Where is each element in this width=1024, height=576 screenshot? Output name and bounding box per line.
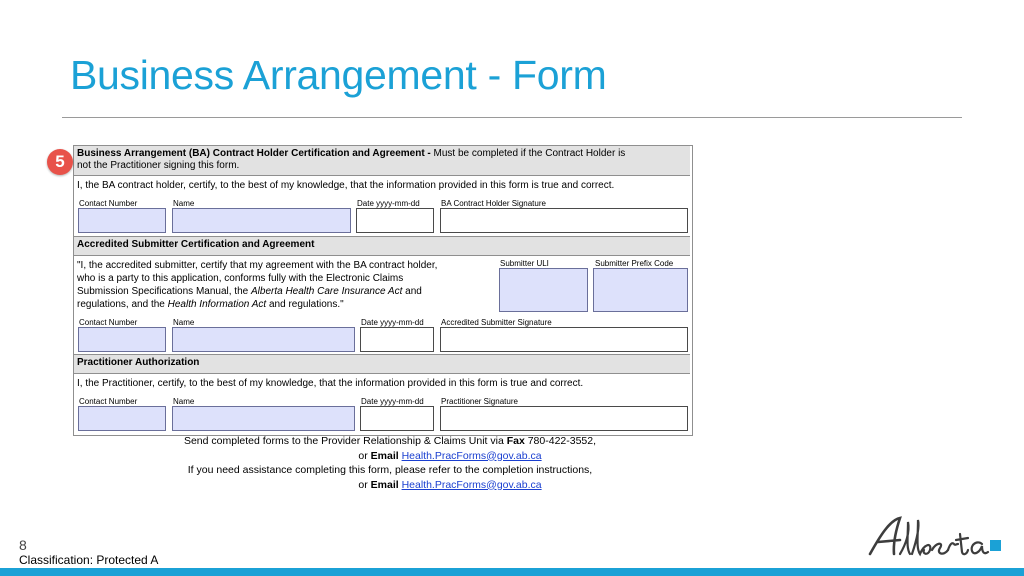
ba-signature-field[interactable]: [440, 208, 688, 233]
slide-title: Business Arrangement - Form: [70, 52, 607, 98]
footer-line4a: or: [358, 478, 371, 491]
footer-fax-label: Fax: [506, 435, 525, 447]
submitter-line2: who is a party to this application, conforms fully with the Electronic Claims: [77, 273, 404, 284]
submitter-line3-italic: Alberta Health Care Insurance Act: [250, 286, 403, 297]
submitter-line3b: and: [402, 286, 422, 297]
submitter-contact-label: Contact Number: [79, 318, 138, 327]
ba-date-label: Date yyyy-mm-dd: [357, 199, 420, 208]
footer-line1a: Send completed forms to the Provider Relationship & Claims Unit via: [183, 435, 507, 447]
ba-heading-rest: Must be completed if the Contract Holder is: [430, 148, 626, 159]
practitioner-date-field[interactable]: [360, 406, 434, 431]
ba-signature-label: BA Contract Holder Signature: [441, 199, 546, 208]
ba-heading-line2: not the Practitioner signing this form.: [77, 160, 240, 171]
submitter-uli-label: Submitter ULI: [500, 259, 549, 268]
practitioner-signature-field[interactable]: [440, 406, 688, 431]
practitioner-heading: Practitioner Authorization: [77, 357, 200, 368]
submitter-line4a: regulations, and the: [77, 299, 168, 310]
ba-contact-label: Contact Number: [79, 199, 138, 208]
title-divider: [62, 117, 962, 118]
practitioner-signature-label: Practitioner Signature: [441, 397, 518, 406]
practitioner-section-heading: [74, 354, 690, 374]
ba-heading-bold: Business Arrangement (BA) Contract Holder Certification and Agreement -: [77, 148, 431, 159]
submitter-uli-field[interactable]: [499, 268, 588, 312]
bottom-accent-bar: [0, 568, 1024, 576]
submitter-line4-italic: Health Information Act: [167, 299, 267, 310]
ba-section-heading: [74, 146, 690, 176]
footer-fax-number: 780-422-3552,: [524, 435, 597, 447]
submitter-signature-label: Accredited Submitter Signature: [441, 318, 552, 327]
submitter-name-label: Name: [173, 318, 195, 327]
footer-email-label-2: Email: [370, 478, 399, 491]
footer-line2a: or: [358, 449, 371, 462]
step-number-badge: 5: [47, 149, 73, 175]
submitter-name-field[interactable]: [172, 327, 355, 352]
submitter-line1: "I, the accredited submitter, certify that my agreement with the BA contract holder,: [77, 260, 438, 271]
practitioner-name-label: Name: [173, 397, 195, 406]
classification-label: Classification: Protected A: [19, 553, 159, 567]
form-submission-instructions: [150, 434, 630, 492]
page-number: 8: [19, 537, 27, 553]
practitioner-name-field[interactable]: [172, 406, 355, 431]
email-link-1[interactable]: Health.PracForms@gov.ab.ca: [401, 449, 542, 462]
submitter-line4b: and regulations.": [266, 299, 344, 310]
ba-statement: I, the BA contract holder, certify, to the best of my knowledge, that the information provided in this form is true and correct.: [77, 180, 615, 191]
footer-line3: If you need assistance completing this form, please refer to the completion instructions,: [187, 464, 593, 476]
submitter-statement: [77, 259, 497, 311]
submitter-section-heading: [74, 236, 690, 256]
practitioner-statement: I, the Practitioner, certify, to the best of my knowledge, that the information provided in this form is true and correct.: [77, 378, 584, 389]
submitter-date-field[interactable]: [360, 327, 434, 352]
ba-name-label: Name: [173, 199, 195, 208]
submitter-heading: Accredited Submitter Certification and Agreement: [77, 239, 315, 250]
alberta-logo-mark: [866, 514, 1006, 560]
practitioner-contact-label: Contact Number: [79, 397, 138, 406]
alberta-logo: [866, 514, 1006, 565]
ba-form-image: [73, 145, 693, 436]
submitter-date-label: Date yyyy-mm-dd: [361, 318, 424, 327]
ba-name-field[interactable]: [172, 208, 351, 233]
practitioner-contact-field[interactable]: [78, 406, 166, 431]
submitter-line3a: Submission Specifications Manual, the: [77, 286, 251, 297]
submitter-signature-field[interactable]: [440, 327, 688, 352]
ba-contact-field[interactable]: [78, 208, 166, 233]
submitter-prefix-field[interactable]: [593, 268, 688, 312]
practitioner-date-label: Date yyyy-mm-dd: [361, 397, 424, 406]
submitter-contact-field[interactable]: [78, 327, 166, 352]
ba-date-field[interactable]: [356, 208, 434, 233]
email-link-2[interactable]: Health.PracForms@gov.ab.ca: [401, 478, 542, 491]
submitter-prefix-label: Submitter Prefix Code: [595, 259, 674, 268]
footer-email-label-1: Email: [370, 449, 399, 462]
